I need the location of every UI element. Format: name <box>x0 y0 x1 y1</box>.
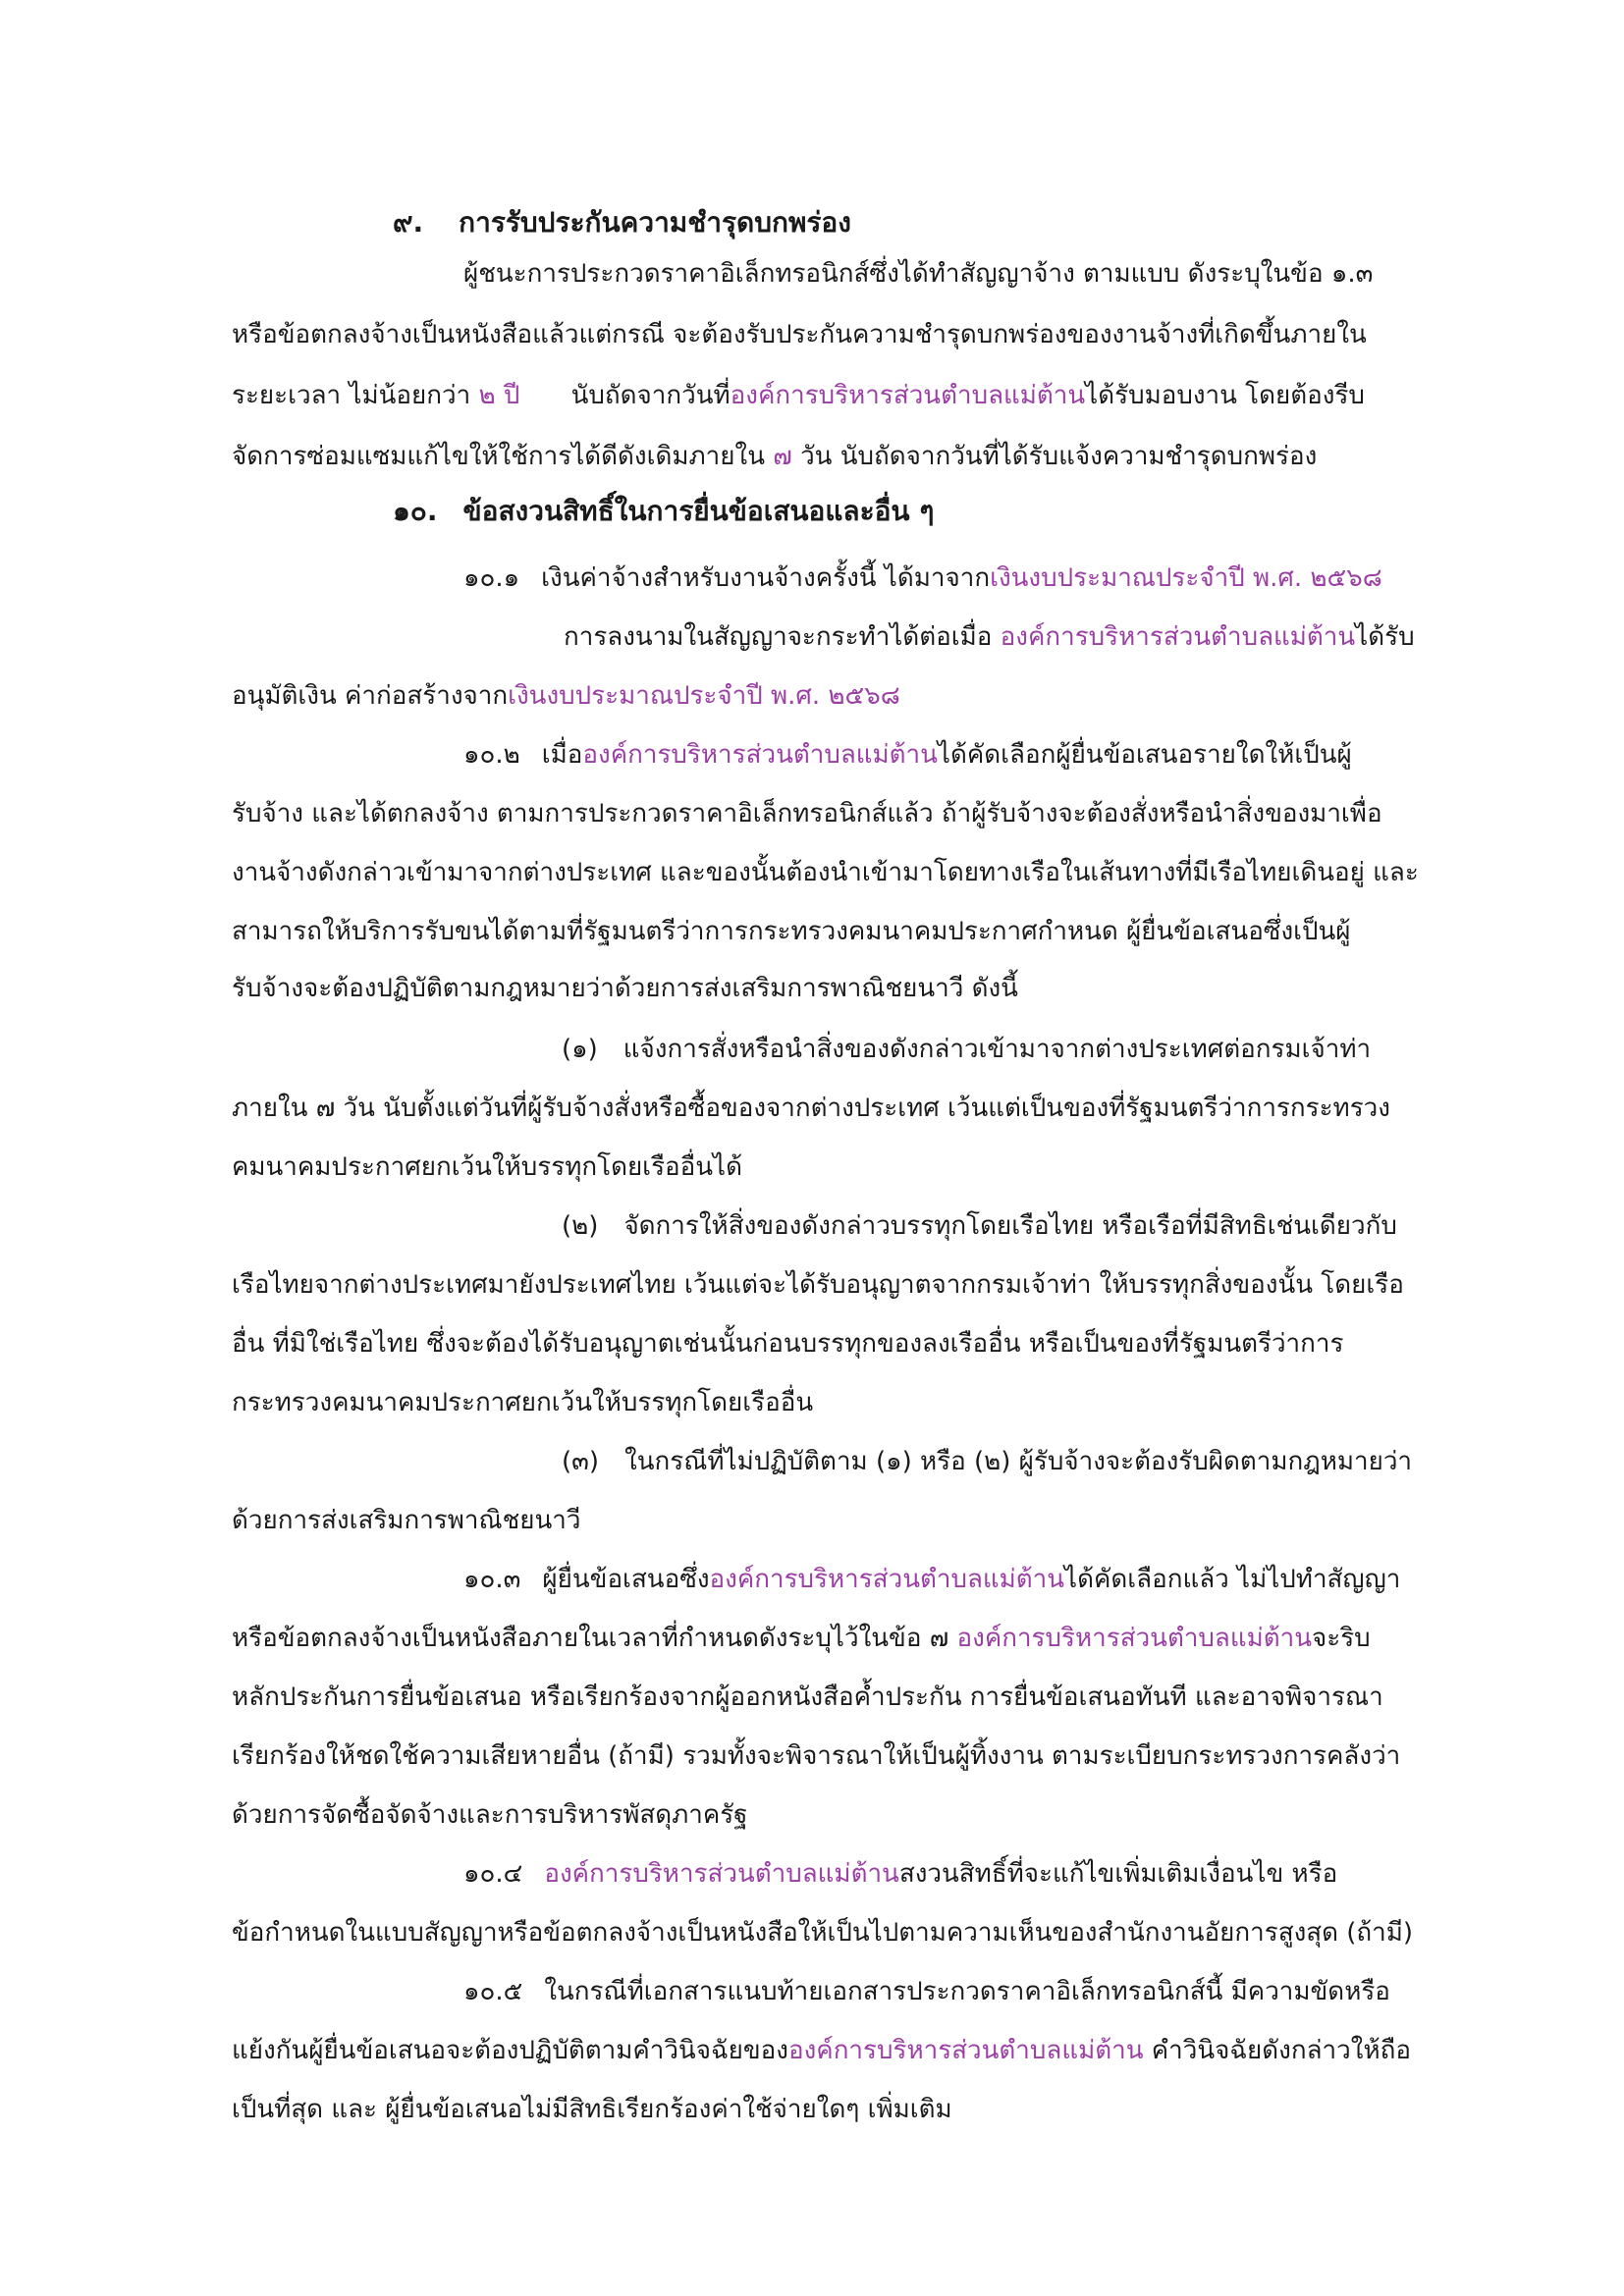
paragraph-line: ผู้ชนะการประกวดราคาอิเล็กทรอนิกส์ซึ่งได้ทำสัญญาจ้าง ตามแบบ ดังระบุในข้อ ๑.๓ <box>463 259 1374 289</box>
subitem-number: (๒) <box>562 1211 599 1241</box>
section-title: ข้อสงวนสิทธิ์ในการยื่นข้อเสนอและอื่น ๆ <box>462 495 935 527</box>
paragraph-line: รับจ้าง และได้ตกลงจ้าง ตามการประกวดราคาอิเล็กทรอนิกส์แล้ว ถ้าผู้รับจ้างจะต้องสั่งหรือนำสิ่งของมาเพื่อ <box>232 799 1382 828</box>
paragraph-line: การลงนามในสัญญาจะกระทำได้ต่อเมื่อ องค์การบริหารส่วนตำบลแม่ต้านได้รับ <box>564 622 1415 652</box>
paragraph-line: หรือข้อตกลงจ้างเป็นหนังสือแล้วแต่กรณี จะต้องรับประกันความชำรุดบกพร่องของงานจ้างที่เกิดขึ้นภายใน <box>232 320 1367 349</box>
clause-10-4-line: ๑๐.๔ องค์การบริหารส่วนตำบลแม่ต้านสงวนสิทธิ์ที่จะแก้ไขเพิ่มเติมเงื่อนไข หรือ <box>463 1859 1338 1889</box>
paragraph-line: อนุมัติเงิน ค่าก่อสร้างจากเงินงบประมาณประจำปี พ.ศ. ๒๕๖๘ <box>232 681 900 711</box>
paragraph-line: ภายใน ๗ วัน นับตั้งแต่วันที่ผู้รับจ้างสั่งหรือซื้อของจากต่างประเทศ เว้นแต่เป็นของที่รัฐมนตรีว่าการกระทรวง <box>232 1094 1390 1123</box>
warranty-period: ๒ ปี <box>478 381 520 410</box>
clause-10-3-line: ๑๐.๓ ผู้ยื่นข้อเสนอซึ่งองค์การบริหารส่วนตำบลแม่ต้านได้คัดเลือกแล้ว ไม่ไปทำสัญญา <box>463 1565 1401 1594</box>
paragraph-line: ระยะเวลา ไม่น้อยกว่า ๒ ปี นับถัดจากวันที่องค์การบริหารส่วนตำบลแม่ต้านได้รับมอบงาน โดยต้องรีบ <box>232 381 1365 410</box>
paragraph-line: เป็นที่สุด และ ผู้ยื่นข้อเสนอไม่มีสิทธิเรียกร้องค่าใช้จ่ายใดๆ เพิ่มเติม <box>232 2095 952 2124</box>
clause-number: ๑๐.๔ <box>463 1859 523 1889</box>
section-9-heading <box>393 206 851 240</box>
paragraph-line: จัดการซ่อมแซมแก้ไขให้ใช้การได้ดีดังเดิมภายใน ๗ วัน นับถัดจากวันที่ได้รับแจ้งความชำรุดบกพร่อง <box>232 442 1318 471</box>
agency-name: องค์การบริหารส่วนตำบลแม่ต้าน <box>956 1624 1313 1653</box>
paragraph-line: สามารถให้บริการรับขนได้ตามที่รัฐมนตรีว่าการกระทรวงคมนาคมประกาศกำหนด ผู้ยื่นข้อเสนอซึ่งเป็นผู้ <box>232 917 1351 946</box>
paragraph-line: คมนาคมประกาศยกเว้นให้บรรทุกโดยเรืออื่นได้ <box>232 1152 742 1182</box>
section-number: ๑๐. <box>393 495 438 527</box>
subitem-1-line: (๑) แจ้งการสั่งหรือนำสิ่งของดังกล่าวเข้ามาจากต่างประเทศต่อกรมเจ้าท่า <box>562 1035 1372 1064</box>
agency-name: องค์การบริหารส่วนตำบลแม่ต้าน <box>787 2036 1144 2065</box>
paragraph-line: อื่น ที่มิใช่เรือไทย ซึ่งจะต้องได้รับอนุญาตเช่นนั้นก่อนบรรทุกของลงเรืออื่น หรือเป็นของที่รัฐมนตรีว่าการ <box>232 1329 1344 1359</box>
clause-number: ๑๐.๒ <box>463 740 520 770</box>
section-number: ๙. <box>393 206 424 239</box>
paragraph-line: เรือไทยจากต่างประเทศมายังประเทศไทย เว้นแต่จะได้รับอนุญาตจากกรมเจ้าท่า ให้บรรทุกสิ่งของนั้น โดยเรือ <box>232 1270 1404 1300</box>
section-title: การรับประกันความชำรุดบกพร่อง <box>459 206 851 239</box>
subitem-3-line: (๓) ในกรณีที่ไม่ปฏิบัติตาม (๑) หรือ (๒) ผู้รับจ้างจะต้องรับผิดตามกฎหมายว่า <box>562 1447 1413 1476</box>
paragraph-line: แย้งกันผู้ยื่นข้อเสนอจะต้องปฏิบัติตามคำวินิจฉัยขององค์การบริหารส่วนตำบลแม่ต้าน คำวินิจฉัยดังกล่าวให้ถือ <box>232 2036 1411 2065</box>
agency-name: องค์การบริหารส่วนตำบลแม่ต้าน <box>1000 622 1356 652</box>
paragraph-line: ด้วยการจัดซื้อจัดจ้างและการบริหารพัสดุภาครัฐ <box>232 1800 748 1830</box>
clause-10-5-line: ๑๐.๕ ในกรณีที่เอกสารแนบท้ายเอกสารประกวดราคาอิเล็กทรอนิกส์นี้ มีความขัดหรือ <box>463 1977 1390 2006</box>
clause-number: ๑๐.๕ <box>463 1977 523 2006</box>
paragraph-line: งานจ้างดังกล่าวเข้ามาจากต่างประเทศ และของนั้นต้องนำเข้ามาโดยทางเรือในเส้นทางที่มีเรือไทยเดินอยู่ และ <box>232 858 1419 887</box>
paragraph-line: หลักประกันการยื่นข้อเสนอ หรือเรียกร้องจากผู้ออกหนังสือค้ำประกัน การยื่นข้อเสนอทันที และอาจพิจารณา <box>232 1682 1383 1712</box>
agency-name: องค์การบริหารส่วนตำบลแม่ต้าน <box>730 381 1086 410</box>
subitem-number: (๓) <box>562 1447 600 1476</box>
agency-name: องค์การบริหารส่วนตำบลแม่ต้าน <box>709 1565 1065 1594</box>
clause-10-2-line: ๑๐.๒ เมื่อองค์การบริหารส่วนตำบลแม่ต้านได้คัดเลือกผู้ยื่นข้อเสนอรายใดให้เป็นผู้ <box>463 740 1352 770</box>
paragraph-line: รับจ้างจะต้องปฏิบัติตามกฎหมายว่าด้วยการส่งเสริมการพาณิชยนาวี ดังนี้ <box>232 974 1018 1003</box>
subitem-2-line: (๒) จัดการให้สิ่งของดังกล่าวบรรทุกโดยเรือไทย หรือเรือที่มีสิทธิเช่นเดียวกับ <box>562 1211 1397 1241</box>
budget-text: เงินงบประมาณประจำปี พ.ศ. ๒๕๖๘ <box>508 681 900 711</box>
paragraph-line: หรือข้อตกลงจ้างเป็นหนังสือภายในเวลาที่กำหนดดังระบุไว้ในข้อ ๗ องค์การบริหารส่วนตำบลแม่ต้านจะริบ <box>232 1624 1371 1653</box>
clause-10-1-line: ๑๐.๑ เงินค่าจ้างสำหรับงานจ้างครั้งนี้ ได้มาจากเงินงบประมาณประจำปี พ.ศ. ๒๕๖๘ <box>463 563 1382 593</box>
paragraph-line: กระทรวงคมนาคมประกาศยกเว้นให้บรรทุกโดยเรืออื่น <box>232 1388 814 1417</box>
agency-name: องค์การบริหารส่วนตำบลแม่ต้าน <box>582 740 938 770</box>
budget-text: เงินงบประมาณประจำปี พ.ศ. ๒๕๖๘ <box>990 563 1382 593</box>
agency-name: องค์การบริหารส่วนตำบลแม่ต้าน <box>544 1859 899 1889</box>
section-10-heading <box>393 495 934 528</box>
clause-number: ๑๐.๓ <box>463 1565 521 1594</box>
clause-number: ๑๐.๑ <box>463 563 520 593</box>
paragraph-line: ด้วยการส่งเสริมการพาณิชยนาวี <box>232 1506 581 1535</box>
paragraph-line: เรียกร้องให้ชดใช้ความเสียหายอื่น (ถ้ามี) รวมทั้งจะพิจารณาให้เป็นผู้ทิ้งงาน ตามระเบียบกระทรวงการคลังว่า <box>232 1741 1401 1771</box>
paragraph-line: ข้อกำหนดในแบบสัญญาหรือข้อตกลงจ้างเป็นหนังสือให้เป็นไปตามความเห็นของสำนักงานอัยการสูงสุด (ถ้ามี) <box>232 1918 1414 1948</box>
subitem-number: (๑) <box>562 1035 598 1064</box>
repair-days: ๗ <box>773 442 792 471</box>
